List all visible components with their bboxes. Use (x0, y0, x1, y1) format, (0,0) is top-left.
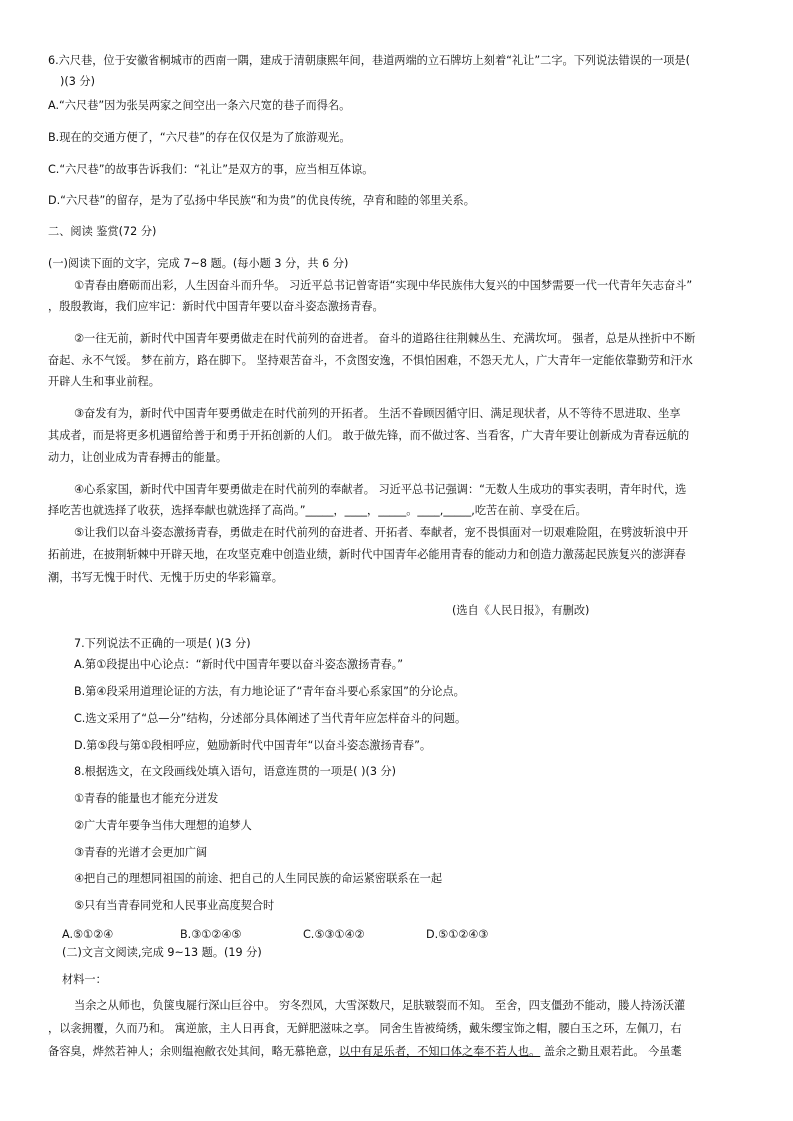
material-1-label: 材料一： (62, 973, 107, 986)
paragraph-2-line-3: 开辟人生和事业前程。 (48, 375, 160, 388)
article-source: (选自《人民日报》，有删改) (452, 604, 590, 617)
q8-item-1: ①青春的能量也才能充分迸发 (74, 792, 219, 805)
q6-option-a: A.“六尺巷”因为张吴两家之间空出一条六尺宽的巷子而得名。 (48, 99, 351, 112)
paragraph-3-line-2: 其成者，而是将更多机遇留给善于和勇于开拓创新的人们。 敢于做先锋，而不做过客、当看客，广大青年要让创新成为青春远航的 (48, 429, 690, 442)
q8-item-3: ③青春的光谱才会更加广阔 (74, 846, 208, 859)
paragraph-5-line-2: 拓前进，在披荆斩棘中开辟天地，在攻坚克难中创造业绩，新时代中国青年必能用青春的能动力和创造力激荡起民族复兴的澎湃春 (48, 548, 686, 561)
q6-option-c: C.“六尺巷”的故事告诉我们：“礼让”是双方的事，应当相互体谅。 (48, 163, 374, 176)
paragraph-4-line-1: ④心系家国，新时代中国青年要勇做走在时代前列的奉献者。 习近平总书记强调：“无数人生成功的事实表明，青年时代，选 (74, 483, 687, 496)
paragraph-5-line-3: 潮，书写无愧于时代、无愧于历史的华彩篇章。 (48, 571, 283, 584)
q8-item-5: ⑤只有当青春同党和人民事业高度契合时 (74, 899, 275, 912)
q8-option-b: B.③①②④⑤ (180, 928, 242, 941)
q8-option-d: D.⑤①②④③ (426, 928, 489, 941)
q8-item-4: ④把自己的理想同祖国的前途、把自己的人生同民族的命运紧密联系在一起 (74, 872, 443, 885)
paragraph-2-line-1: ②一往无前，新时代中国青年要勇做走在时代前列的奋进者。 奋斗的道路往往荆棘丛生、充满坎坷。 强者，总是从挫折中不断 (74, 332, 696, 345)
q6-stem-line-1: 6.六尺巷，位于安徽省桐城市的西南一隅，建成于清朝康熙年间，巷道两端的立石牌坊上刻着“礼让”二字。下列说法错误的一项是( (48, 54, 690, 67)
q8-option-c: C.⑤③①④② (303, 928, 365, 941)
q8-stem: 8.根据选文，在文段画线处填入语句，语意连贯的一项是( )(3 分) (74, 765, 397, 778)
part-1-intro: (一)阅读下面的文字，完成 7~8 题。(每小题 3 分，共 6 分) (48, 257, 349, 270)
q7-option-b: B.第④段采用道理论证的方法，有力地论证了“青年奋斗要心系家国”的分论点。 (74, 685, 465, 698)
paragraph-5-line-1: ⑤让我们以奋斗姿态激扬青春，勇做走在时代前列的奋进者、开拓者、奉献者，宠不畏惧面对一切艰难险阻，在劈波斩浪中开 (74, 526, 689, 539)
q8-option-a: A.⑤①②④ (62, 928, 114, 941)
section-2-title: 二、阅读 鉴赏(72 分) (48, 225, 157, 238)
q6-option-d: D.“六尺巷”的留存，是为了弘扬中华民族“和为贵”的优良传统，孕育和睦的邻里关系。 (48, 194, 475, 207)
q7-stem: 7.下列说法不正确的一项是( )(3 分) (74, 637, 251, 650)
q8-item-2: ②广大青年要争当伟大理想的追梦人 (74, 819, 252, 832)
paragraph-1-line-1: ①青春由磨砺而出彩，人生因奋斗而升华。 习近平总书记曾寄语“实现中华民族伟大复兴的中国梦需要一代一代青年矢志奋斗” (74, 279, 693, 292)
classical-text-line-3 (48, 1044, 682, 1060)
part-2-intro: (二)文言文阅读,完成 9~13 题。(19 分) (62, 946, 262, 959)
q6-stem-line-2: )(3 分) (60, 75, 95, 88)
paragraph-1-line-2: ，殷殷教诲，我们应牢记：新时代中国青年要以奋斗姿态激扬青春。 (48, 300, 384, 313)
paragraph-4-line-2: 择吃苦也就选择了收获，选择奉献也就选择了高尚。”_____，____，_____。____,_____,吃苦在前、享受在后。 (48, 504, 587, 517)
paragraph-3-line-3: 动力，让创业成为青春搏击的能量。 (48, 451, 228, 464)
classical-text-line-2: ，以衾拥覆，久而乃和。 寓逆旅，主人日再食，无鲜肥滋味之享。 同舍生皆被绮绣，戴朱缨宝饰之帽，腰白玉之环，左佩刀，右 (48, 1022, 682, 1035)
paragraph-2-line-2: 奋起、永不气馁。 梦在前方，路在脚下。 坚持艰苦奋斗，不贪图安逸，不惧怕困难，不怨天尤人，广大青年一定能依靠勤劳和汗水 (48, 354, 693, 367)
paragraph-3-line-1: ③奋发有为，新时代中国青年要勇做走在时代前列的开拓者。 生活不眷顾因循守旧、满足现状者，从不等待不思进取、坐享 (74, 407, 681, 420)
classical-text-line-3-end: 盖余之勤且艰若此。 今虽耄 (540, 1045, 682, 1058)
q6-option-b: B.现在的交通方便了，“六尺巷”的存在仅仅是为了旅游观光。 (48, 131, 351, 144)
q7-option-a: A.第①段提出中心论点：“新时代中国青年要以奋斗姿态激扬青春。” (74, 658, 404, 671)
classical-text-line-1: 当余之从师也，负箧曳屣行深山巨谷中。 穷冬烈风，大雪深数尺，足肤皲裂而不知。 至舍，四支僵劲不能动，媵人持汤沃灌 (74, 999, 686, 1012)
q7-option-c: C.选文采用了“总—分”结构，分述部分具体阐述了当代青年应怎样奋斗的问题。 (74, 712, 467, 725)
underlined-sentence: 以中有足乐者，不知口体之奉不若人也。 (338, 1045, 541, 1058)
classical-text-line-3-start: 备容臭，烨然若神人；余则缊袍敝衣处其间，略无慕艳意， (48, 1045, 339, 1058)
q7-option-d: D.第⑤段与第①段相呼应，勉励新时代中国青年“以奋斗姿态激扬青春”。 (74, 739, 432, 752)
